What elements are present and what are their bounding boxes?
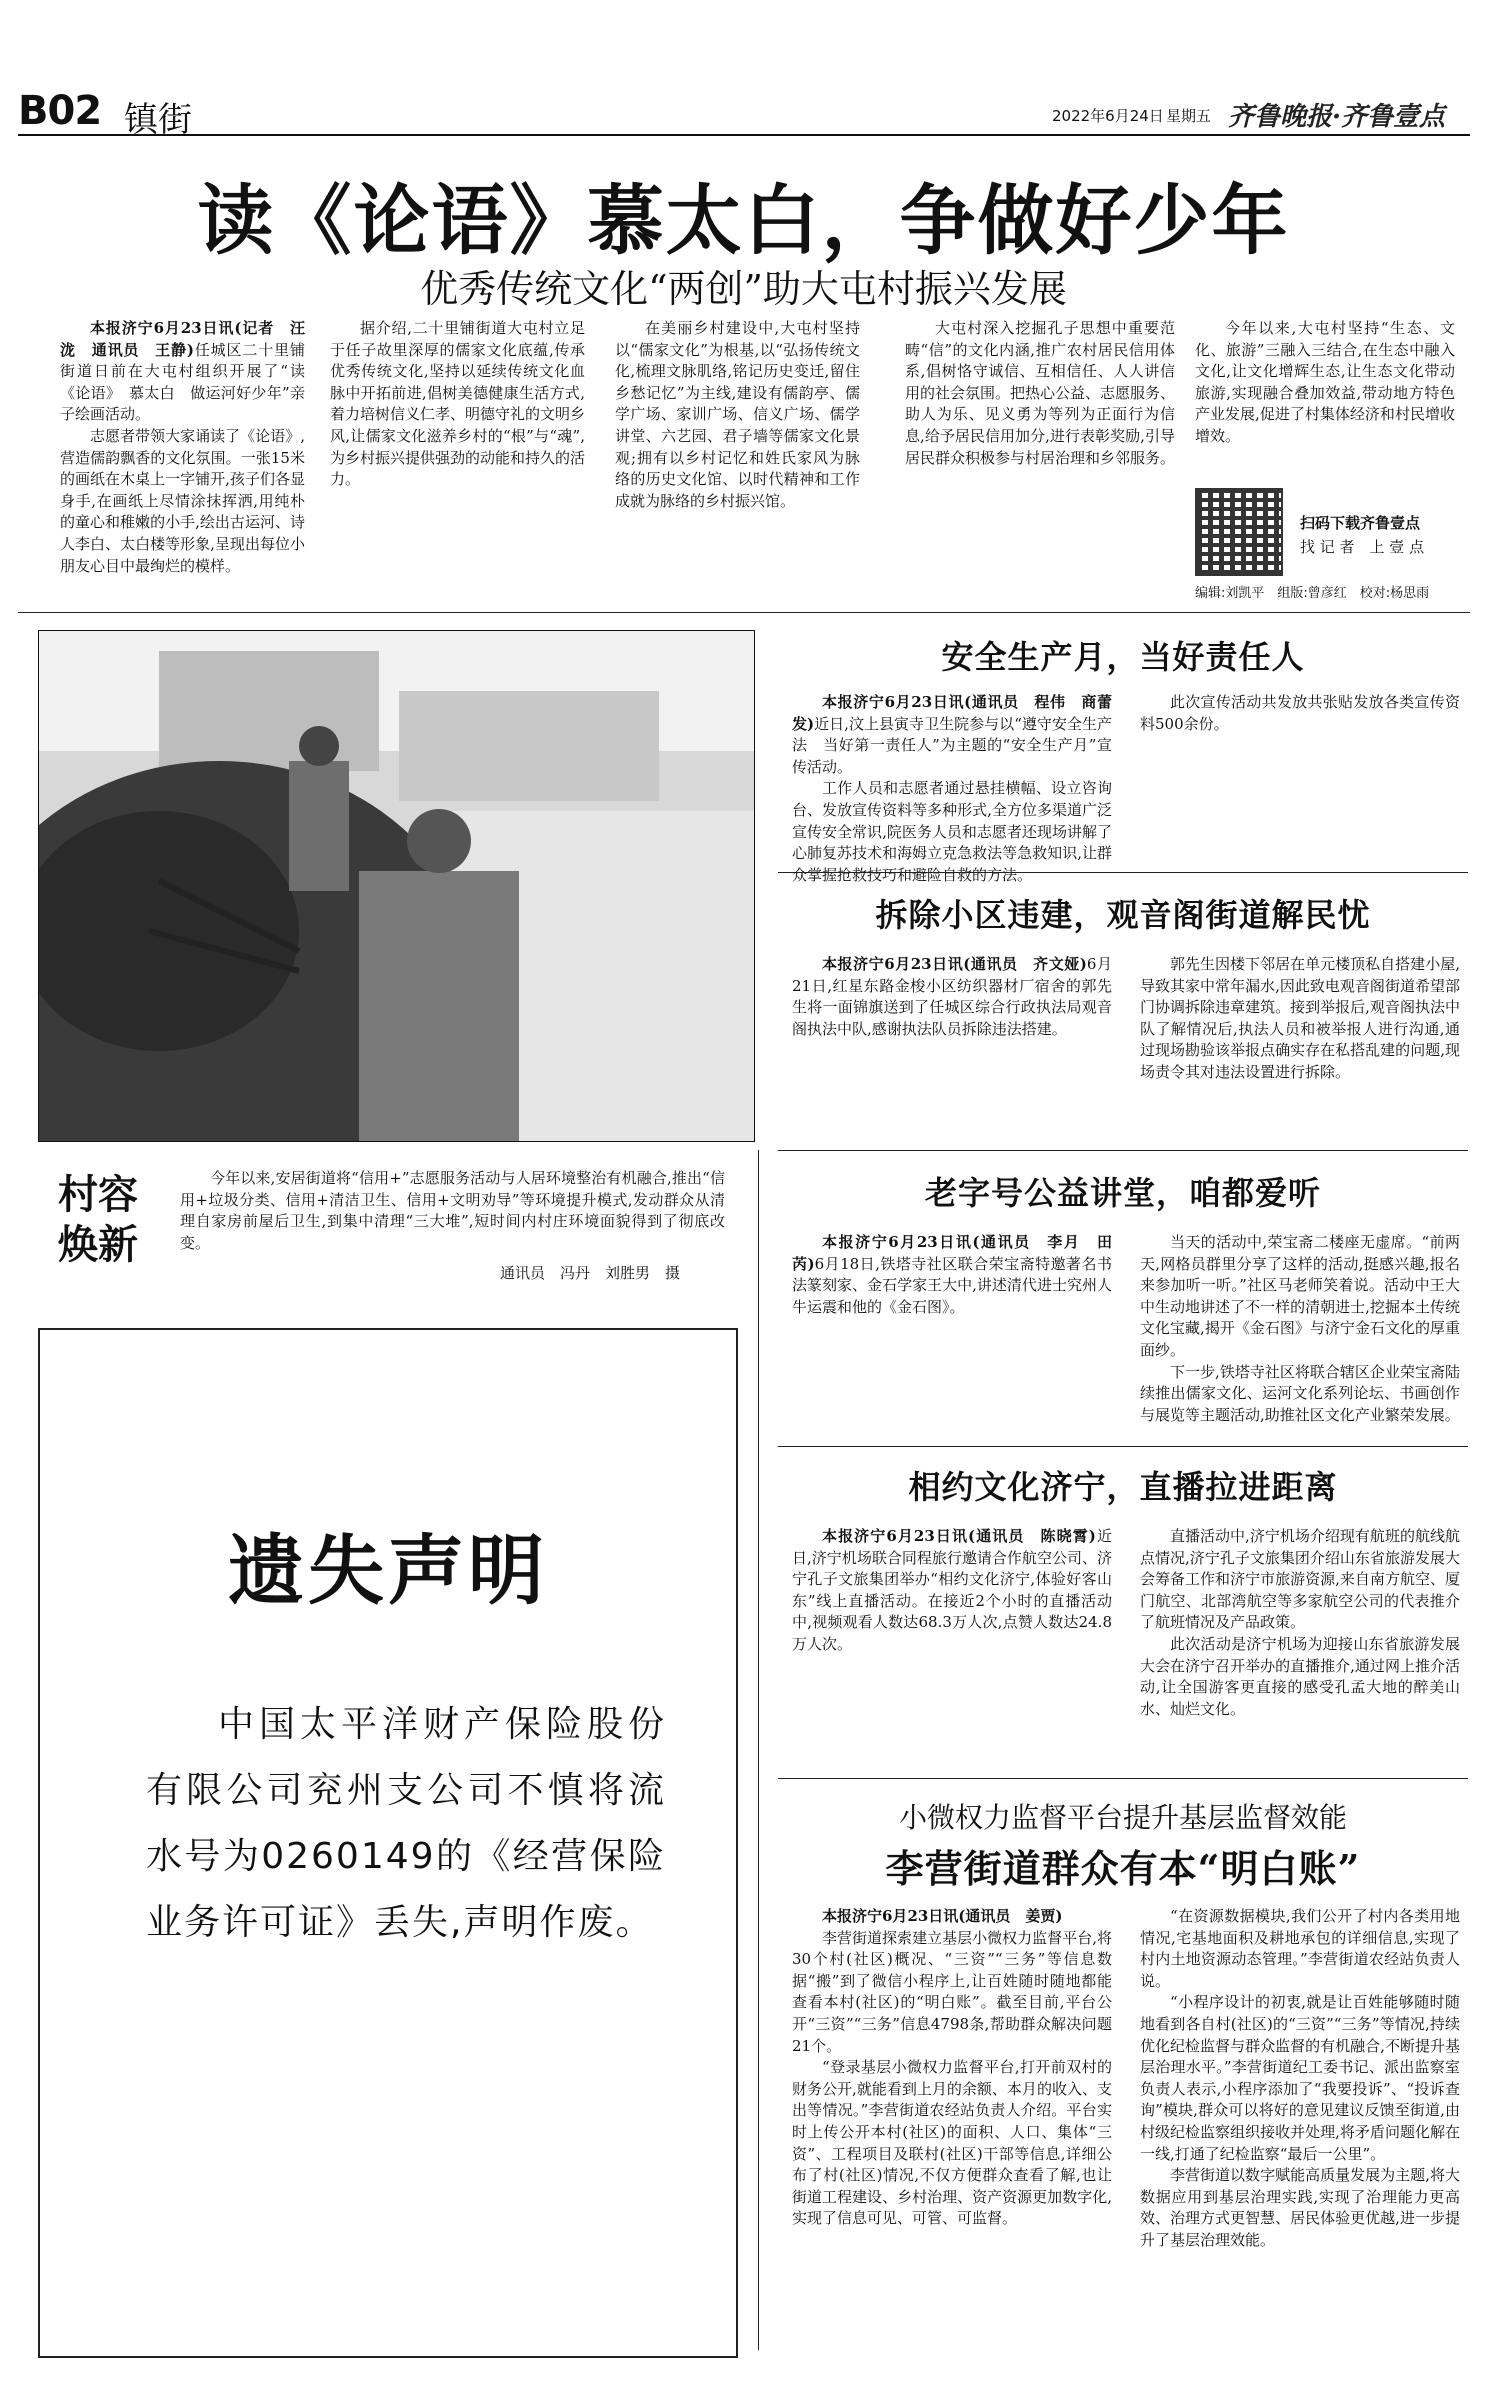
main-article-bottom-rule: [18, 612, 1470, 613]
livestream-headline: 相约文化济宁，直播拉进距离: [908, 1468, 1338, 1506]
newspaper-logo: 齐鲁晚报·齐鲁壹点: [1228, 102, 1446, 132]
header-date: 2022年6月24日: [1052, 107, 1164, 125]
main-col-3: [615, 318, 860, 512]
header-rule: [18, 134, 1470, 136]
header-weekday: 星期五: [1166, 107, 1212, 125]
demolition-bottom-rule: [778, 1150, 1468, 1151]
main-col-4: [905, 318, 1175, 469]
main-p6: 今年以来,大屯村坚持“生态、文化、旅游”三融入三结合,在生态中融入文化,让文化增辉生态,让生态文化带动旅游,实现融合叠加效益,带动地方特色产业发展,促进了村集体经济和村民增收增效。: [1195, 319, 1455, 445]
photo-credit: 通讯员 冯丹 刘胜男 摄: [500, 1264, 681, 1282]
main-p4: 在美丽乡村建设中,大屯村坚持以“儒家文化”为根基,以“弘扬传统文化,梳理文脉肌络,铭记历史变迁,留住乡愁记忆”为主线,建设有儒韵亭、儒学广场、家训广场、信义广场、儒学讲堂、六艺园、君子墙等儒家文化景观;拥有以乡村记忆和姓氏家风为脉络的历史文化馆、以时代精神和工作成就为脉络的乡村振兴馆。: [615, 319, 860, 510]
livestream-col-2: 直播活动中,济宁机场介绍现有航班的航线航点情况,济宁孔子文旅集团介绍山东省旅游发展大会筹备工作和济宁市旅游资源,来自南方航空、厦门航空、北部湾航空等多家航空公司的代表推介了航班情况及产品政策。 此次活动是济宁机场为迎接山东省旅游发展大会在济宁召开举办的直播推介,通过网上推介活动,让全国游客更直接的感受孔孟大地的醉美山水、灿烂文化。: [1140, 1527, 1460, 1718]
qr-scan-text: 扫码下载齐鲁壹点: [1300, 514, 1421, 532]
main-col-5: [1195, 318, 1455, 448]
photo-illustration: [39, 631, 754, 1141]
safety-bottom-rule: [778, 872, 1468, 873]
supervision-headline: 李营街道群众有本“明白账”: [885, 1846, 1361, 1891]
main-p3: 据介绍,二十里铺街道大屯村立足于任子故里深厚的儒家文化底蕴,传承优秀传统文化,坚持以延续传统文化血脉中开拓前进,倡树美德健康生活方式,着力培树信义仁孝、明德守礼的文明乡风,让儒家文化滋养乡村的“根”与“魂”,为乡村振兴提供强劲的动能和持久的活力。: [330, 319, 586, 489]
lost-notice-title: 遗失声明: [228, 1526, 548, 1615]
main-subheadline: 优秀传统文化“两创”助大屯村振兴发展: [420, 267, 1067, 311]
supervision-col-1: 本报济宁6月23日讯(通讯员 姜贾) 李营街道探索建立基层小微权力监督平台,将30个村(社区)概况、“三资”“三务”等信息数据“搬”到了微信小程序上,让百姓随时随地都能查看本村(社区)的“明白账”。截至目前,平台公开“三资”“三务”信息4798条,帮助群众解决问题21个。 “登录基层小微权力监督平台,打开前双村的财务公开,就能看到上月的余额、本月的收入、支出等情况。”李营街道农经站负责人介绍。平台实时上传公开本村(社区)的面积、人口、集体“三资”、工程项目及联村(社区)干部等信息,详细公布了村(社区)情况,不仅方便群众查看了解,也让街道工程建设、乡村治理、资产资源更加数字化,实现了信息可见、可管、可监督。: [792, 1907, 1112, 2228]
lecture-headline: 老字号公益讲堂，咱都爱听: [924, 1174, 1321, 1212]
main-p5: 大屯村深入挖掘孔子思想中重要范畴“信”的文化内涵,推广农村居民信用体系,倡树恪守诚信、互相信任、人人讲信用的社会氛围。把热心公益、志愿服务、助人为乐、见义勇为等列为正面行为信息,给予居民信用加分,进行表彰奖励,引导居民群众积极参与村居治理和乡邻服务。: [905, 319, 1176, 467]
lecture-col-2: 当天的活动中,荣宝斋二楼座无虚席。“前两天,网格员群里分享了这样的活动,挺感兴趣,报名来参加听一听。”社区马老师笑着说。活动中王大中生动地讲述了不一样的清朝进士,挖掘本土传统文化宝藏,揭开《金石图》与济宁金石文化的厚重面纱。 下一步,铁塔寺社区将联合辖区企业荣宝斋陆续推出儒家文化、运河文化系列论坛、书画创作与展览等主题活动,助推社区文化产业繁荣发展。: [1140, 1233, 1460, 1424]
column-divider: [758, 1150, 759, 2350]
main-col-1: 本报济宁6月23日讯(记者 汪泷 通讯员 王静)任城区二十里铺街道日前在大屯村组织开展了“读《论语》 慕太白 做运河好少年”亲子绘画活动。 志愿者带领大家诵读了《论语》,营造儒韵飘香的文化氛围。一张15米的画纸在木桌上一字铺开,孩子们各显身手,在画纸上尽情涂抹挥洒,用纯朴的童心和稚嫩的小手,绘出古运河、诗人李白、太白楼等形象,呈现出每位小朋友心目中最绚烂的模样。: [60, 318, 305, 577]
main-headline: 读《论语》慕太白，争做好少年: [197, 176, 1290, 265]
safety-col-1: 本报济宁6月23日讯(通讯员 程伟 商蕾发)近日,汶上县寅寺卫生院参与以“遵守安全生产法 当好第一责任人”为主题的“安全生产月”宣传活动。 工作人员和志愿者通过悬挂横幅、设立咨询台、发放宣传资料等多种形式,全方位多渠道广泛宣传安全常识,院医务人员和志愿者还现场讲解了心肺复苏技术和海姆立克急救法等急救知识,让群众掌握抢救技巧和避险自救的方法。: [792, 693, 1112, 884]
editor-credits: 编辑:刘凯平 组版:曾彦红 校对:杨思雨: [1195, 586, 1430, 601]
lecture-bottom-rule: [778, 1446, 1468, 1447]
qr-editor-text: 找 记 者 上 壹 点: [1300, 538, 1425, 556]
village-photo: [38, 630, 755, 1142]
demolition-col-2: 郭先生因楼下邻居在单元楼顶私自搭建小屋,导致其家中常年漏水,因此致电观音阁街道希望部门协调拆除违章建筑。接到举报后,观音阁执法中队了解情况后,执法人员和被举报人进行沟通,通过现场勘验该举报点确实存在私搭乱建的问题,现场责令其对违法设置进行拆除。: [1140, 955, 1460, 1081]
photo-caption-title: 村容焕新: [58, 1171, 138, 1268]
livestream-col-1: 本报济宁6月23日讯(通讯员 陈晓霄)近日,济宁机场联合同程旅行邀请合作航空公司、济宁孔子文旅集团举办“相约文化济宁,体验好客山东”线上直播活动。在接近2个小时的直播活动中,视频观看人数达68.3万人次,点赞人数达24.8万人次。: [792, 1527, 1112, 1653]
lost-notice-box: [38, 1328, 738, 2358]
supervision-kicker: 小微权力监督平台提升基层监督效能: [898, 1801, 1347, 1834]
safety-col-2: 此次宣传活动共发放共张贴发放各类宣传资料500余份。: [1140, 693, 1460, 733]
safety-headline: 安全生产月，当好责任人: [941, 638, 1305, 676]
supervision-col-2: “在资源数据模块,我们公开了村内各类用地情况,宅基地面积及耕地承包的详细信息,实现了村内土地资源动态管理。”李营街道农经站负责人说。 “小程序设计的初衷,就是让百姓能够随时随地看到各自村(社区)的“三资”“三务”等情况,持续优化纪检监督与群众监督的有机融合,不断提升基层治理水平。”李营街道纪工委书记、派出监察室负责人表示,小程序添加了“我要投诉”、“投诉查询”模块,群众可以将好的意见建议反馈至街道,由村级纪检监察组织接收并处理,将矛盾问题化解在一线,打通了纪检监察“最后一公里”。 李营街道以数字赋能高质量发展为主题,将大数据应用到基层治理实践,实现了治理能力更高效、治理方式更智慧、居民体验更优越,进一步提升了基层治理效能。: [1140, 1907, 1460, 2249]
demolition-col-1: 本报济宁6月23日讯(通讯员 齐文娅)6月21日,红星东路金梭小区纺织器材厂宿舍的郭先生将一面锦旗送到了任城区综合行政执法局观音阁执法中队,感谢执法队员拆除违法搭建。: [792, 955, 1113, 1038]
qr-code-icon[interactable]: [1195, 488, 1283, 576]
main-col-2: [330, 318, 585, 491]
lost-notice-text: 中国太平洋财产保险股份有限公司兖州支公司不慎将流水号为0260149的《经营保险业务许可证》丢失,声明作废。: [146, 1704, 666, 1943]
livestream-bottom-rule: [778, 1778, 1468, 1779]
section-name: 镇街: [124, 100, 192, 140]
main-p2: 志愿者带领大家诵读了《论语》,营造儒韵飘香的文化氛围。一张15米的画纸在木桌上一字铺开,孩子们各显身手,在画纸上尽情涂抹挥洒,用纯朴的童心和稚嫩的小手,绘出古运河、诗人李白、太白楼等形象,呈现出每位小朋友心目中最绚烂的模样。: [60, 426, 305, 575]
page-code: B02: [18, 88, 102, 134]
photo-caption-text: 今年以来,安居街道将“信用+”志愿服务活动与人居环境整治有机融合,推出“信用+垃圾分类、信用+清洁卫生、信用+文明劝导”等环境提升模式,发动群众从清理自家房前屋后卫生,到集中清理“三大堆”,短时间内村庄环境面貌得到了彻底改变。: [180, 1169, 725, 1252]
lecture-col-1: 本报济宁6月23日讯(通讯员 李月 田芮)6月18日,铁塔寺社区联合荣宝斋特邀著名书法篆刻家、金石学家王大中,讲述清代进士究州人牛运震和他的《金石图》。: [792, 1233, 1112, 1316]
main-lead: 本报济宁6月23日讯(记者 汪泷 通讯员 王静): [60, 319, 305, 359]
demolition-headline: 拆除小区违建，观音阁街道解民忧: [875, 896, 1371, 934]
